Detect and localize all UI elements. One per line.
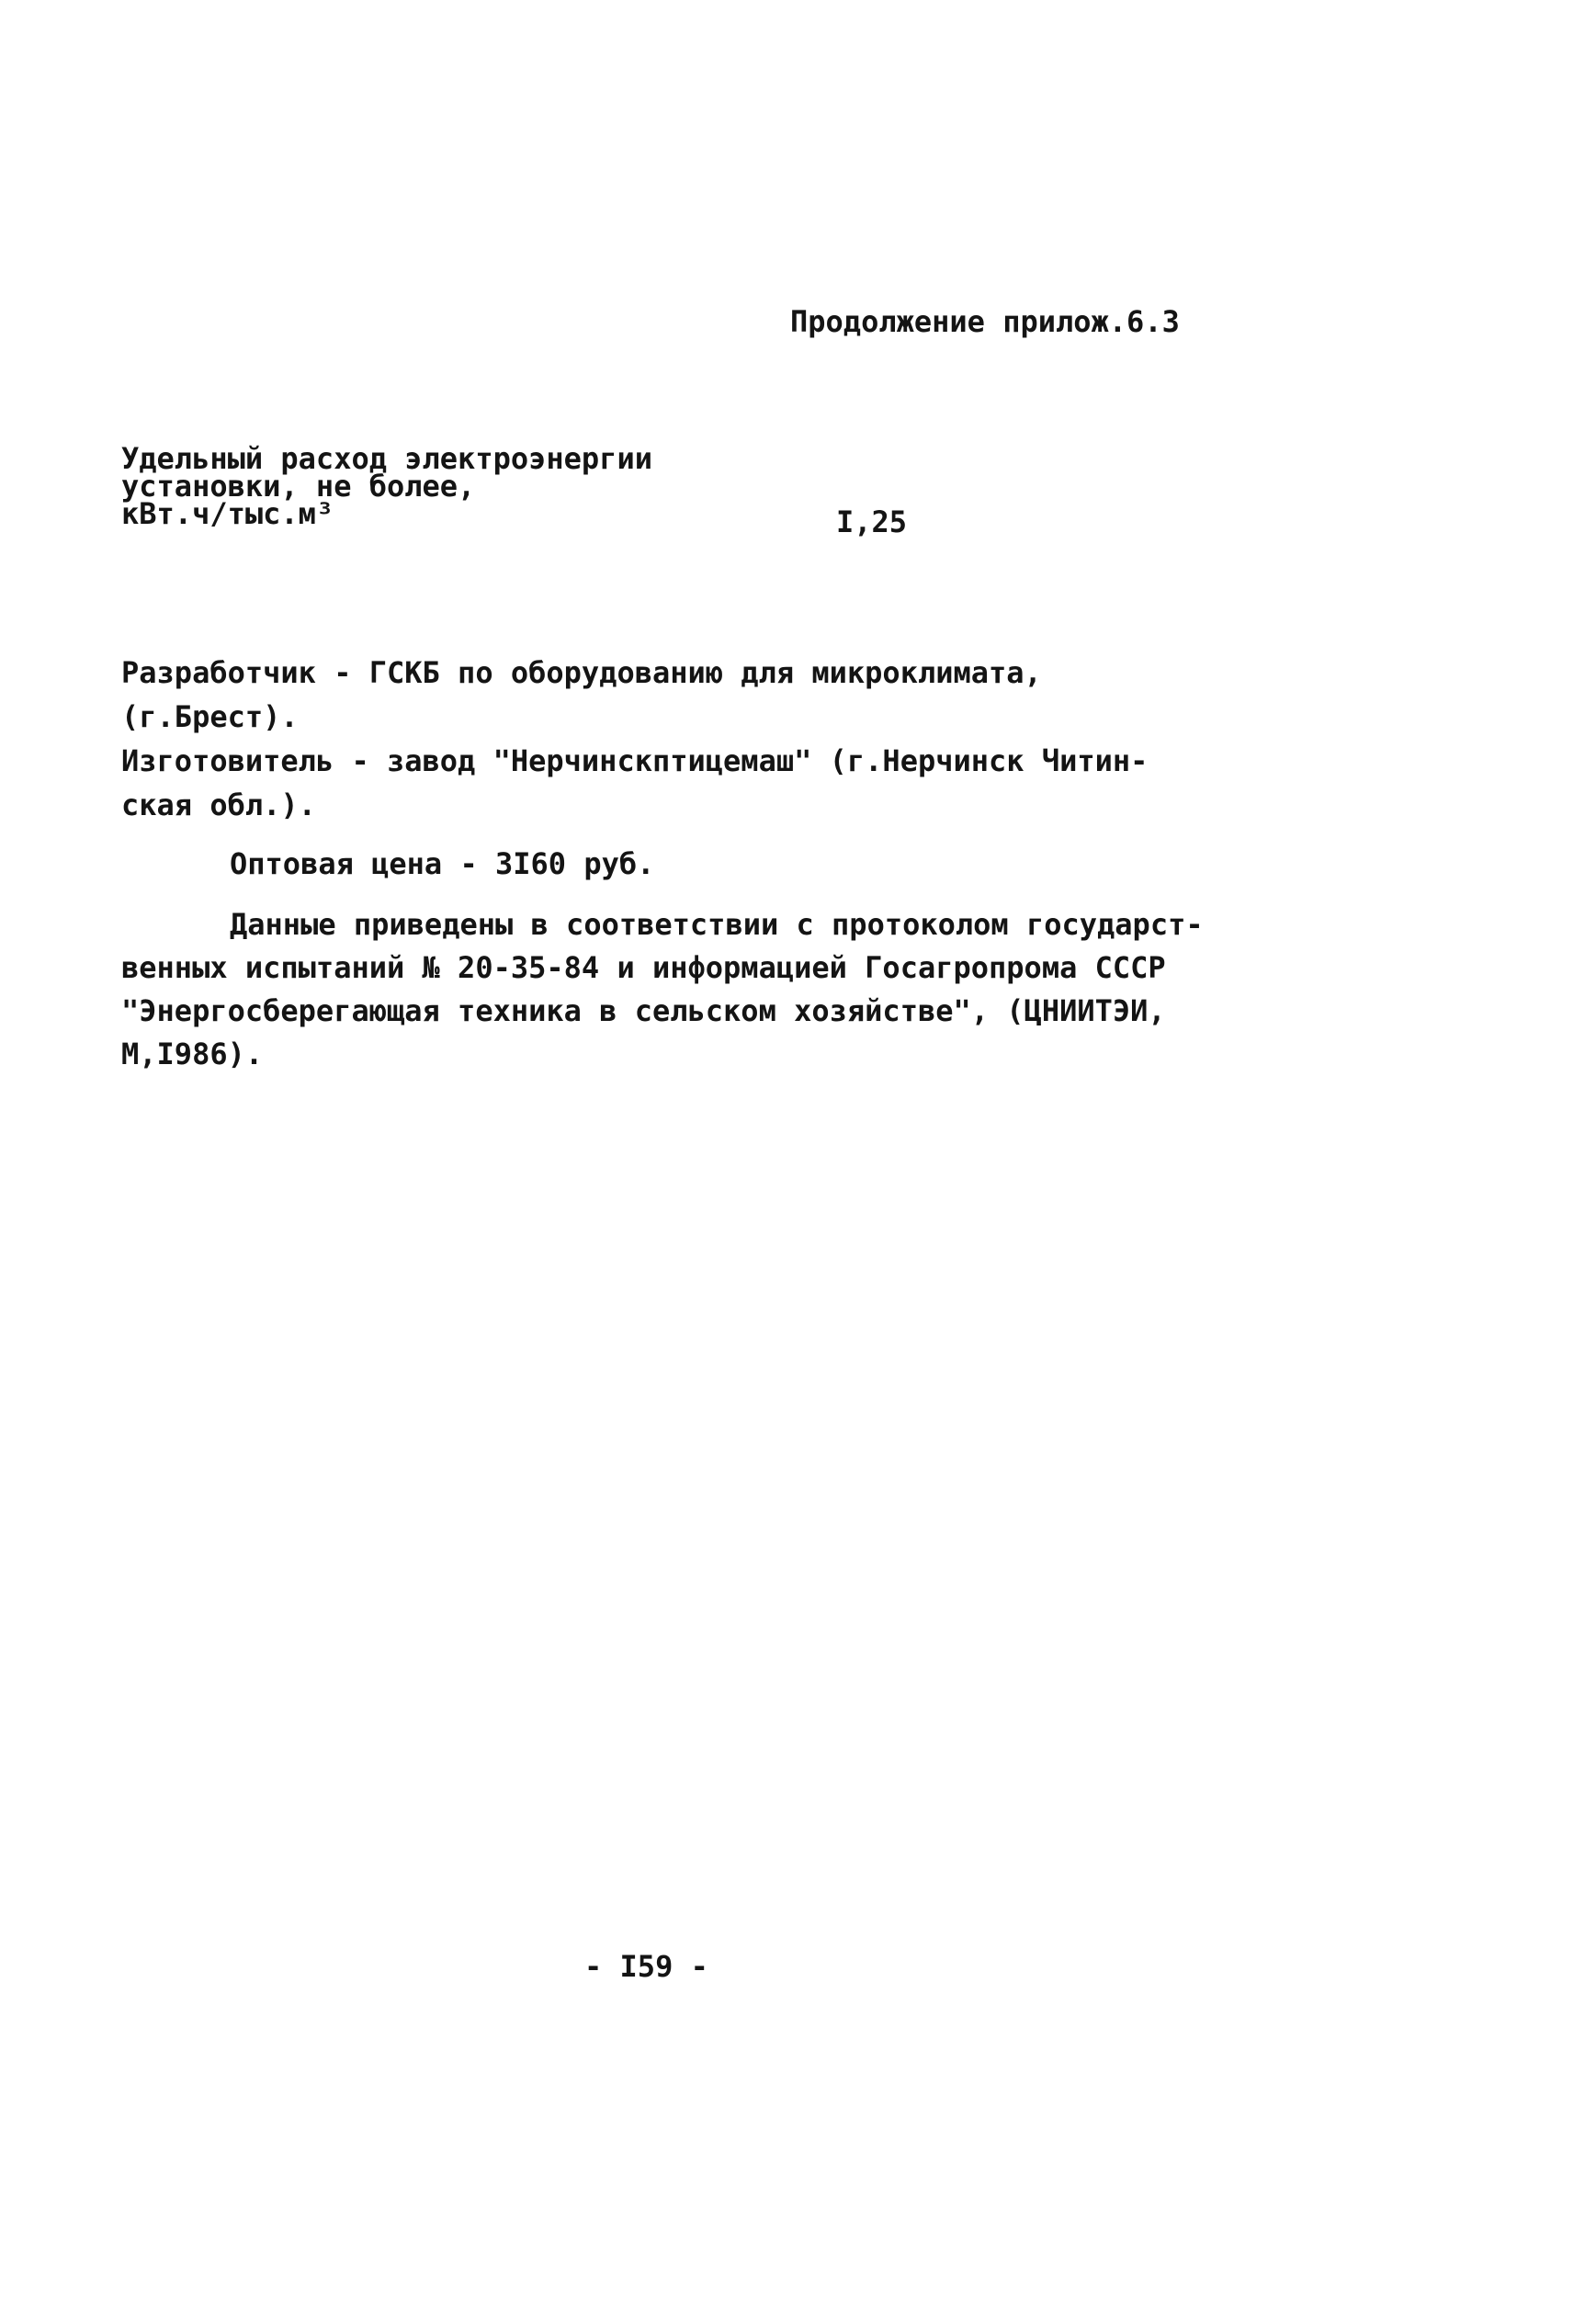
note-line-1: Данные приведены в соответствии с протоколом государст-: [230, 907, 1204, 942]
note-line-3: "Энергосберегающая техника в сельском хозяйстве", (ЦНИИТЭИ,: [121, 993, 1166, 1028]
spec-value: I,25: [836, 504, 908, 539]
developer-line-1: Разработчик - ГСКБ по оборудованию для микроклимата,: [121, 655, 1042, 690]
spec-label-line-2: установки, не более,: [121, 469, 476, 504]
continuation-header: Продолжение прилож.6.3: [790, 304, 1180, 339]
manufacturer-line-1: Изготовитель - завод "Нерчинскптицемаш" (г.Нерчинск Читин-: [121, 743, 1149, 778]
spec-label-line-3: кВт.ч/тыс.м³: [121, 496, 334, 531]
wholesale-price: Оптовая цена - 3I60 руб.: [230, 846, 655, 881]
spec-label-line-1: Удельный расход электроэнергии: [121, 441, 652, 476]
note-line-4: М,I986).: [121, 1037, 264, 1071]
page-number: - I59 -: [584, 1949, 708, 1984]
manufacturer-line-2: ская обл.).: [121, 787, 316, 822]
developer-line-2: (г.Брест).: [121, 699, 299, 734]
note-line-2: венных испытаний № 20-35-84 и информацией Госагропрома СССР: [121, 950, 1166, 985]
